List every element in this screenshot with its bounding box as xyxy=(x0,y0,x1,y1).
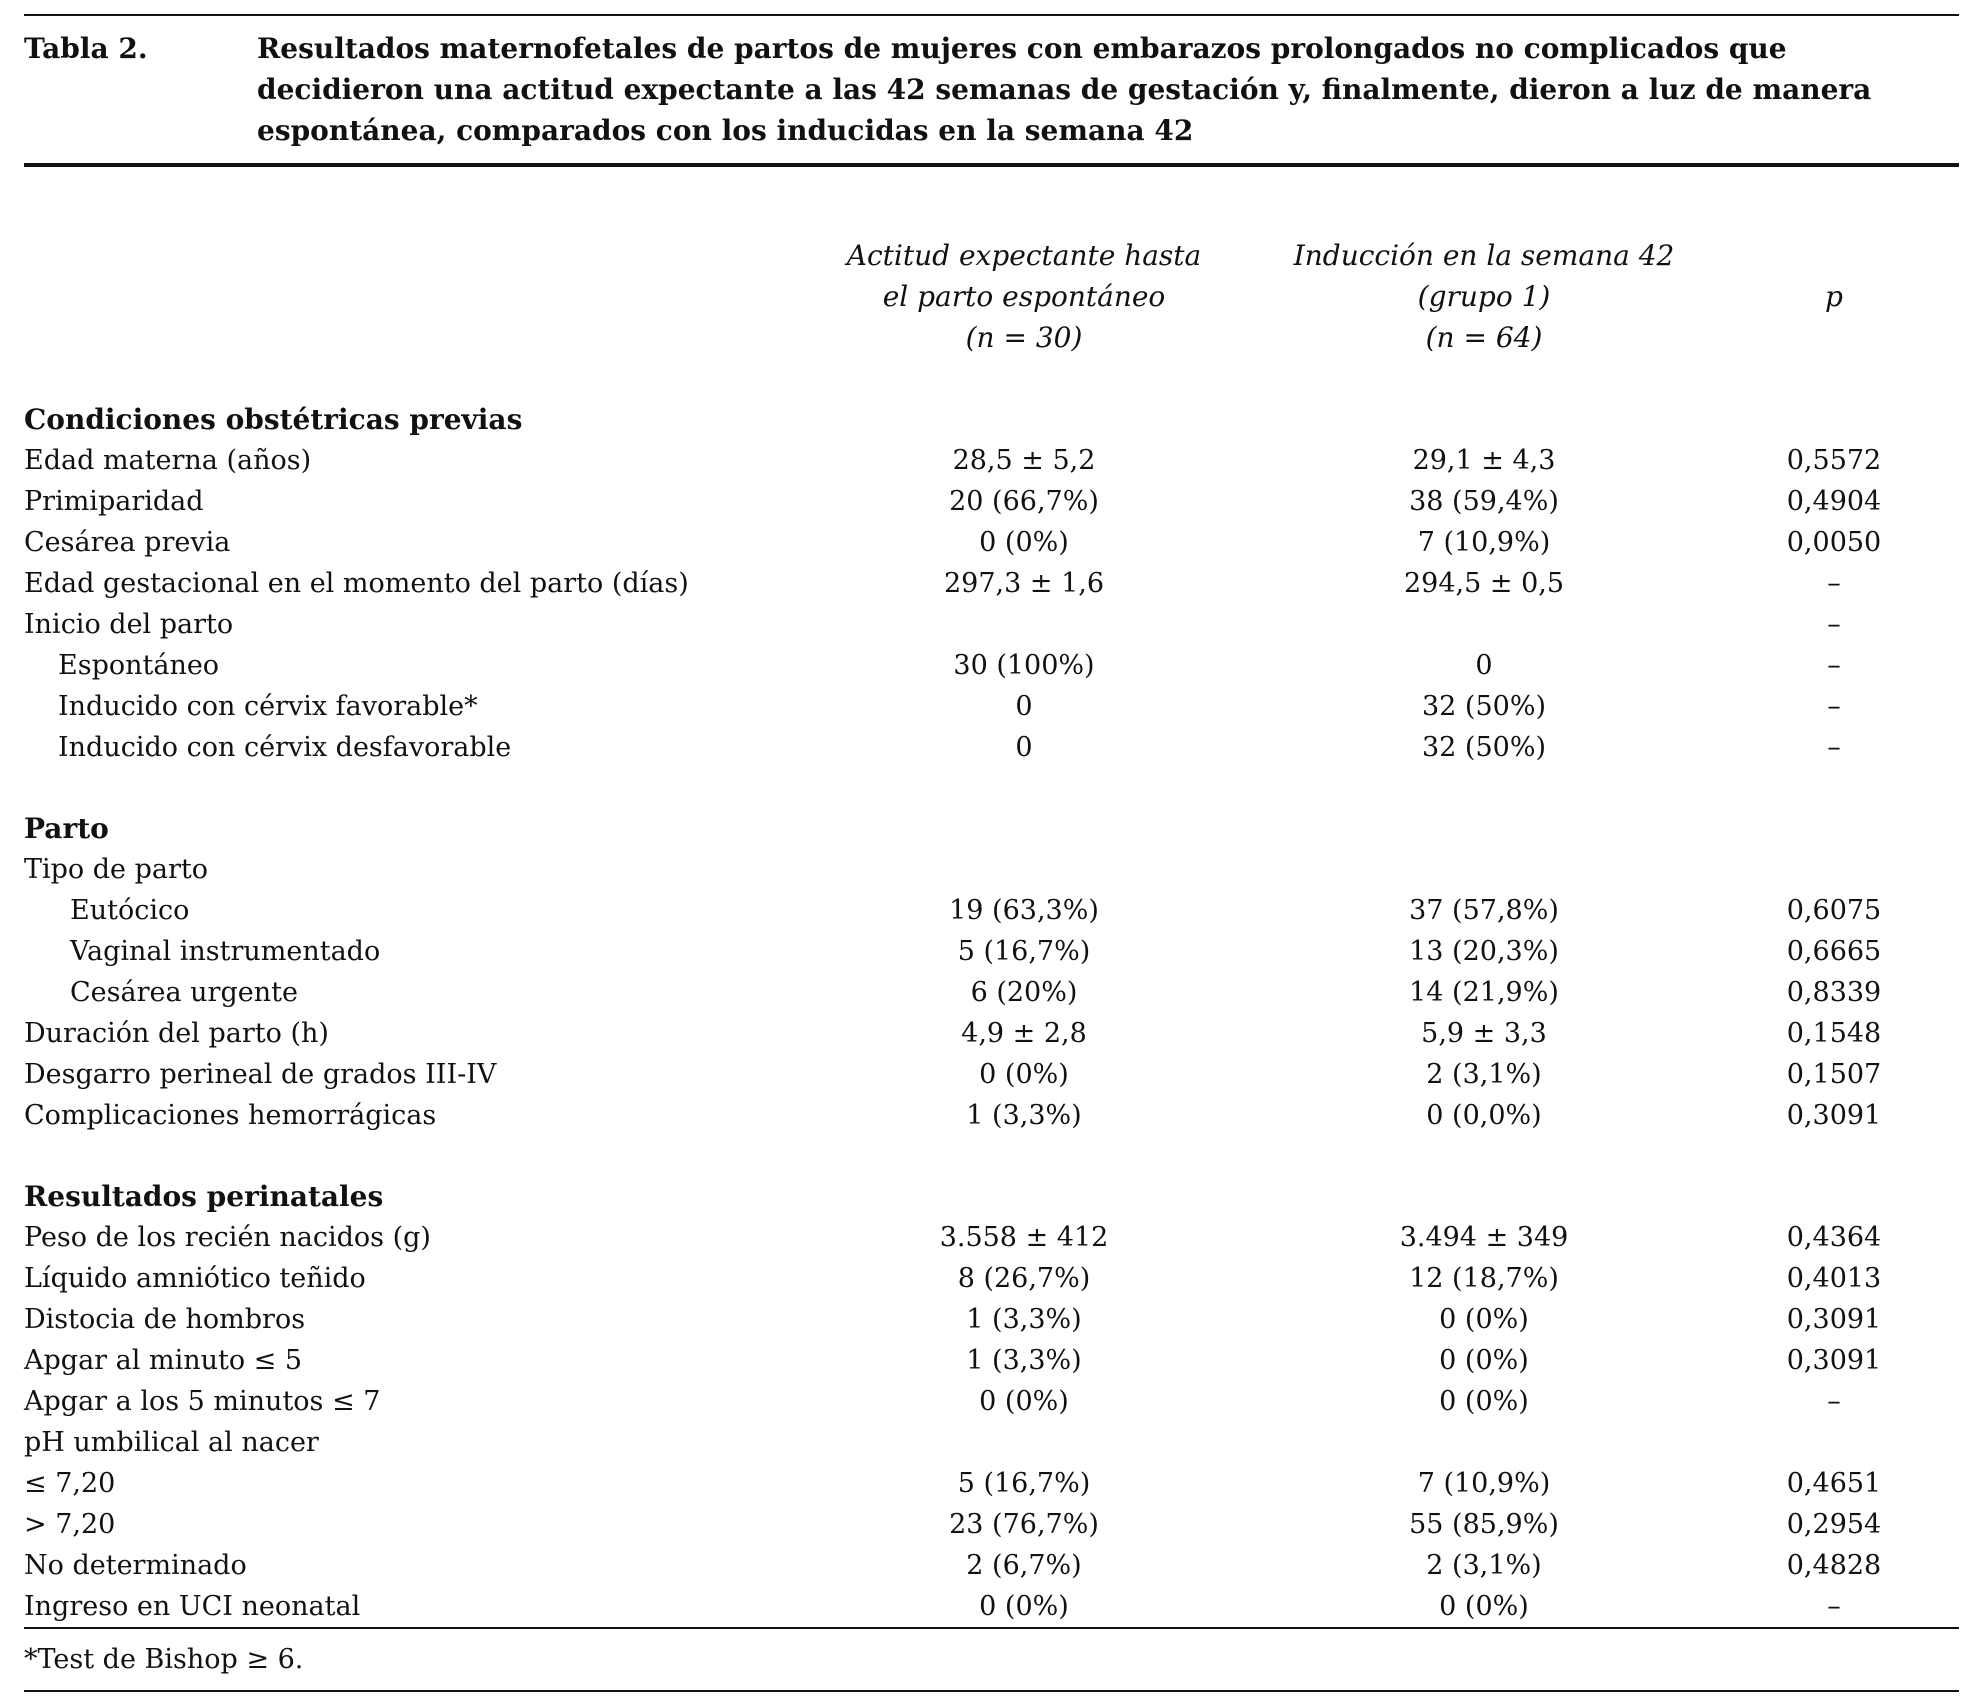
table-row xyxy=(24,1340,1959,1381)
cell-p-value: 0,6665 xyxy=(1786,936,1882,967)
table-row xyxy=(24,522,1959,563)
section-heading: Parto xyxy=(24,812,109,845)
row-label: Peso de los recién nacidos (g) xyxy=(24,1222,431,1253)
row-label: Inicio del parto xyxy=(24,609,234,640)
cell-expectant: 297,3 ± 1,6 xyxy=(943,568,1105,599)
row-label: Primiparidad xyxy=(24,486,204,517)
row-label: No determinado xyxy=(24,1550,247,1581)
cell-induction: 0 (0%) xyxy=(1439,1386,1529,1417)
table-caption xyxy=(24,16,1959,163)
cell-expectant: 0 xyxy=(1015,691,1033,722)
table-row xyxy=(24,1545,1959,1586)
cell-p-value: 0,4828 xyxy=(1786,1550,1882,1581)
cell-induction: 13 (20,3%) xyxy=(1409,936,1559,967)
table-row xyxy=(24,1054,1959,1095)
cell-induction: 0 (0%) xyxy=(1439,1345,1529,1376)
table-row xyxy=(24,1299,1959,1340)
cell-p-value: 0,3091 xyxy=(1786,1345,1882,1376)
row-label: Tipo de parto xyxy=(24,854,209,885)
cell-p-value: – xyxy=(1827,1591,1841,1622)
table-row xyxy=(24,1586,1959,1627)
table-row xyxy=(24,1504,1959,1545)
cell-p-value: 0,3091 xyxy=(1786,1100,1882,1131)
row-label: Inducido con cérvix favorable* xyxy=(58,691,478,722)
cell-p-value: 0,3091 xyxy=(1786,1304,1882,1335)
cell-induction: 7 (10,9%) xyxy=(1417,1468,1551,1499)
cell-p-value: – xyxy=(1827,732,1841,763)
cell-p-value: 0,4651 xyxy=(1786,1468,1882,1499)
section-gap xyxy=(24,768,1959,808)
cell-induction: 32 (50%) xyxy=(1421,732,1547,763)
cell-induction: 294,5 ± 0,5 xyxy=(1403,568,1565,599)
table-label: Tabla 2. xyxy=(24,32,148,65)
section-heading: Condiciones obstétricas previas xyxy=(24,403,523,436)
row-label: Duración del parto (h) xyxy=(24,1018,329,1049)
table-body xyxy=(24,399,1959,1627)
table-row xyxy=(24,1381,1959,1422)
table-row xyxy=(24,440,1959,481)
table-row xyxy=(24,972,1959,1013)
cell-expectant: 1 (3,3%) xyxy=(966,1304,1082,1335)
row-label: Inducido con cérvix desfavorable xyxy=(58,732,512,763)
cell-p-value: 0,8339 xyxy=(1786,977,1882,1008)
cell-p-value: 0,0050 xyxy=(1786,527,1882,558)
cell-expectant: 28,5 ± 5,2 xyxy=(952,445,1096,476)
row-label: Espontáneo xyxy=(58,650,220,681)
table-row xyxy=(24,1095,1959,1136)
footnote-rule xyxy=(24,1690,1959,1692)
cell-p-value: – xyxy=(1827,691,1841,722)
cell-induction: 0 (0%) xyxy=(1439,1304,1529,1335)
row-label: Líquido amniótico teñido xyxy=(24,1263,366,1294)
row-label: Ingreso en UCI neonatal xyxy=(24,1591,361,1622)
cell-induction: 0 (0%) xyxy=(1439,1591,1529,1622)
cell-expectant: 0 (0%) xyxy=(979,527,1069,558)
table-row xyxy=(24,604,1959,645)
row-label: Distocia de hombros xyxy=(24,1304,306,1335)
row-label: > 7,20 xyxy=(24,1509,116,1540)
column-headers xyxy=(24,167,1959,399)
cell-induction: 32 (50%) xyxy=(1421,691,1547,722)
cell-expectant: 0 xyxy=(1015,732,1033,763)
table-row xyxy=(24,645,1959,686)
cell-p-value: 0,1507 xyxy=(1786,1059,1882,1090)
table-row xyxy=(24,1463,1959,1504)
row-label: Cesárea previa xyxy=(24,527,231,558)
row-label: Eutócico xyxy=(70,895,190,926)
row-label: Desgarro perineal de grados III-IV xyxy=(24,1059,497,1090)
row-label: Complicaciones hemorrágicas xyxy=(24,1100,437,1131)
cell-p-value: 0,1548 xyxy=(1786,1018,1882,1049)
cell-induction: 29,1 ± 4,3 xyxy=(1412,445,1556,476)
cell-p-value: 0,2954 xyxy=(1786,1509,1882,1540)
cell-induction: 7 (10,9%) xyxy=(1417,527,1551,558)
cell-expectant: 20 (66,7%) xyxy=(949,486,1099,517)
table-row xyxy=(24,890,1959,931)
cell-induction: 0 xyxy=(1475,650,1493,681)
table-row xyxy=(24,849,1959,890)
row-label: Edad materna (años) xyxy=(24,445,312,476)
cell-induction: 2 (3,1%) xyxy=(1426,1059,1542,1090)
cell-expectant: 19 (63,3%) xyxy=(949,895,1099,926)
cell-expectant: 0 (0%) xyxy=(979,1386,1069,1417)
table-row xyxy=(24,563,1959,604)
cell-expectant: 30 (100%) xyxy=(953,650,1095,681)
table-row xyxy=(24,931,1959,972)
cell-expectant: 4,9 ± 2,8 xyxy=(961,1018,1087,1049)
cell-expectant: 0 (0%) xyxy=(979,1059,1069,1090)
cell-p-value: – xyxy=(1827,568,1841,599)
cell-expectant: 2 (6,7%) xyxy=(966,1550,1082,1581)
row-label: Apgar al minuto ≤ 5 xyxy=(24,1345,303,1376)
row-label: Apgar a los 5 minutos ≤ 7 xyxy=(24,1386,381,1417)
col-header-induction: Inducción en la semana 42 (grupo 1) (n = 64) xyxy=(1293,239,1675,354)
table-row xyxy=(24,1258,1959,1299)
row-label: pH umbilical al nacer xyxy=(24,1427,319,1458)
cell-induction: 37 (57,8%) xyxy=(1409,895,1559,926)
row-label: ≤ 7,20 xyxy=(24,1468,116,1499)
cell-expectant: 8 (26,7%) xyxy=(957,1263,1091,1294)
cell-induction: 14 (21,9%) xyxy=(1409,977,1559,1008)
table-row xyxy=(24,1217,1959,1258)
row-label: Vaginal instrumentado xyxy=(70,936,381,967)
cell-p-value: 0,4904 xyxy=(1786,486,1882,517)
table-footnote: *Test de Bishop ≥ 6. xyxy=(24,1644,304,1675)
table-row xyxy=(24,1013,1959,1054)
table-row xyxy=(24,686,1959,727)
cell-p-value: – xyxy=(1827,609,1841,640)
table-title: Resultados maternofetales de partos de mujeres con embarazos prolongados no complicados que decidieron una actitud expectante a las 42 semanas de gestación y, finalmente, dieron a luz de manera espontánea, comparados con los inducidas en la semana 42 xyxy=(257,32,1872,147)
col-header-expectant: Actitud expectante hasta el parto espontáneo (n = 30) xyxy=(846,239,1202,354)
cell-p-value: 0,4364 xyxy=(1786,1222,1882,1253)
cell-expectant: 0 (0%) xyxy=(979,1591,1069,1622)
cell-expectant: 3.558 ± 412 xyxy=(939,1222,1109,1253)
cell-expectant: 5 (16,7%) xyxy=(957,936,1091,967)
cell-expectant: 1 (3,3%) xyxy=(966,1100,1082,1131)
table-page xyxy=(24,14,1959,1692)
cell-p-value: 0,4013 xyxy=(1786,1263,1882,1294)
col-header-p: p xyxy=(1825,280,1843,313)
cell-p-value: – xyxy=(1827,650,1841,681)
section-gap xyxy=(24,1136,1959,1176)
cell-p-value: 0,5572 xyxy=(1786,445,1882,476)
row-label: Cesárea urgente xyxy=(70,977,298,1008)
section-heading: Resultados perinatales xyxy=(24,1180,384,1213)
cell-p-value: – xyxy=(1827,1386,1841,1417)
cell-expectant: 23 (76,7%) xyxy=(949,1509,1099,1540)
cell-induction: 38 (59,4%) xyxy=(1409,486,1559,517)
cell-expectant: 6 (20%) xyxy=(970,977,1078,1008)
cell-expectant: 1 (3,3%) xyxy=(966,1345,1082,1376)
cell-induction: 55 (85,9%) xyxy=(1409,1509,1559,1540)
cell-expectant: 5 (16,7%) xyxy=(957,1468,1091,1499)
cell-induction: 3.494 ± 349 xyxy=(1399,1222,1569,1253)
cell-induction: 12 (18,7%) xyxy=(1409,1263,1559,1294)
cell-p-value: 0,6075 xyxy=(1786,895,1882,926)
table-row xyxy=(24,481,1959,522)
row-label: Edad gestacional en el momento del parto (días) xyxy=(24,568,689,599)
cell-induction: 0 (0,0%) xyxy=(1426,1100,1542,1131)
cell-induction: 2 (3,1%) xyxy=(1426,1550,1542,1581)
table-row xyxy=(24,727,1959,768)
table-row xyxy=(24,1422,1959,1463)
cell-induction: 5,9 ± 3,3 xyxy=(1421,1018,1547,1049)
